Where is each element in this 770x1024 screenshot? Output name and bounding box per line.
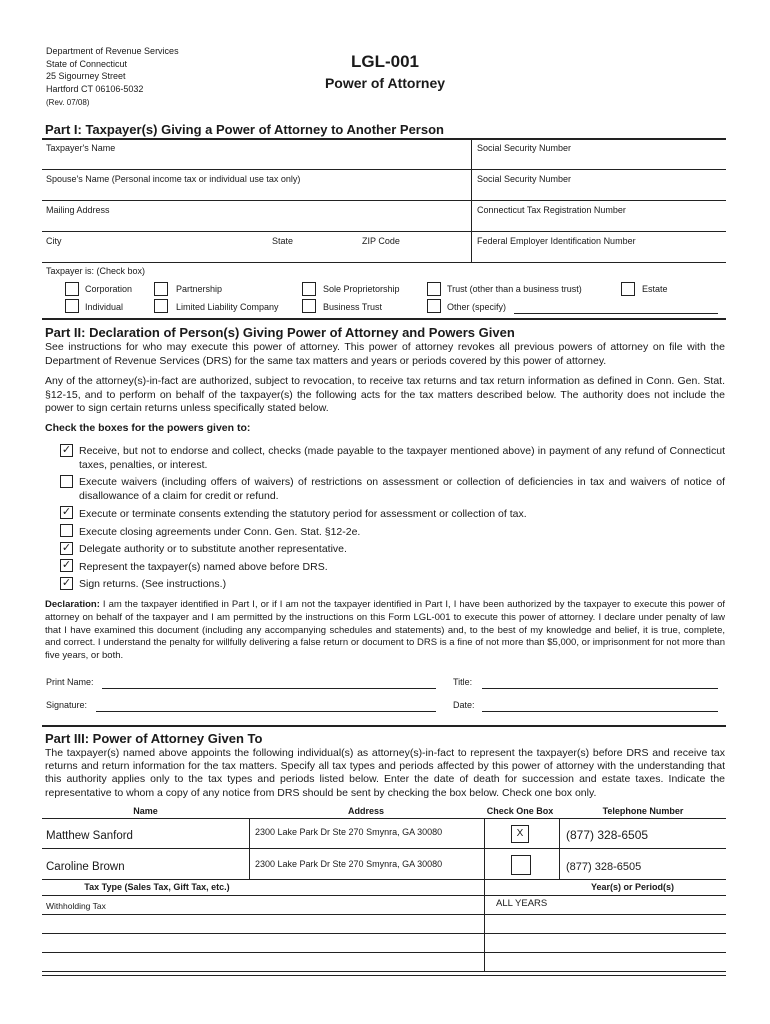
rep-2-name[interactable]: Caroline Brown	[46, 861, 125, 873]
col-phone-header: Telephone Number	[602, 806, 684, 816]
powers-heading: Check the boxes for the powers given to:	[45, 422, 251, 434]
other-label: Other (specify)	[447, 302, 507, 312]
power-sign-returns-label: Sign returns. (See instructions.)	[79, 578, 227, 590]
dept-city: Hartford CT 06106-5032	[46, 83, 144, 94]
city-field[interactable]: City	[46, 236, 62, 246]
divider	[559, 818, 560, 879]
individual-label: Individual	[85, 302, 124, 312]
divider	[42, 169, 726, 170]
part2-intro: See instructions for who may execute this power of attorney. This power of attorney revokes all previous powers of attorney on file with the Department of Revenue Services (DRS) for the same tax matters and years or periods covered by this power of attorney.	[45, 341, 725, 367]
taxpayer-is-label: Taxpayer is: (Check box)	[46, 266, 146, 276]
rep-1-phone[interactable]: (877) 328-6505	[566, 828, 649, 842]
dept-street: 25 Sigourney Street	[46, 71, 126, 81]
estate-label: Estate	[642, 284, 668, 294]
business-trust-checkbox[interactable]	[302, 299, 316, 313]
power-receive-checks-checkbox[interactable]	[60, 444, 73, 457]
other-specify-line[interactable]	[514, 313, 718, 314]
power-waivers-label: Execute waivers (including offers of waivers) of restrictions on assessment or collection of deficiencies in tax and waivers of notice of disallowance of a claim for credit or refund.	[79, 476, 725, 502]
rep-2-notice-checkbox[interactable]	[511, 855, 531, 875]
divider	[42, 318, 726, 320]
check-icon: ✓	[61, 559, 72, 571]
print-name-line[interactable]	[102, 688, 436, 689]
power-waivers-checkbox[interactable]	[60, 475, 73, 488]
divider	[42, 879, 726, 880]
part2-authority: Any of the attorney(s)-in-fact are authorized, subject to revocation, to receive tax returns and tax return information as defined in Conn. Gen. Stat. §12-15, and to perform on behalf of the taxpayer(s) the following acts for the tax matters described below. The authority does not include the power to sign certain returns unless specifically stated below.	[45, 375, 725, 414]
col-address-header: Address	[347, 806, 384, 816]
part3-title: Part III: Power of Attorney Given To	[45, 731, 263, 746]
title-label: Title:	[453, 677, 473, 687]
divider	[42, 933, 726, 934]
dept-state: State of Connecticut	[46, 58, 128, 69]
col-periods-header	[486, 882, 726, 892]
trust-label: Trust (other than a business trust)	[447, 284, 582, 294]
title-line[interactable]	[482, 688, 718, 689]
declaration-body: I am the taxpayer identified in Part I, or if I am not the taxpayer identified in Part I, I have been authorized by the taxpayer to execute this power of attorney on behalf of the taxpayer and I am permitted by the instructions on this Form LGL-001 to execute this power of attorney. I declare under penalty of law that I have examined this document (including any accompanying schedules and statements) and, to the best of my knowledge and belief, it is true, complete, and correct. I understand the penalty for willfully delivering a false return or document to DRS is a fine of not more than $5,000, or imprisonment for not more than five years, or both.	[45, 599, 725, 662]
divider	[42, 138, 726, 140]
rep-2-address[interactable]: 2300 Lake Park Dr Ste 270 Smynra, GA 30080	[255, 859, 443, 869]
spouse-name-field[interactable]: Spouse's Name (Personal income tax or individual use tax only)	[46, 174, 301, 184]
date-label: Date:	[453, 700, 475, 710]
rep-1-address[interactable]: 2300 Lake Park Dr Ste 270 Smynra, GA 30080	[255, 827, 443, 837]
rep-1-name[interactable]: Matthew Sanford	[46, 830, 133, 842]
divider	[42, 262, 726, 263]
signature-label: Signature:	[46, 700, 88, 710]
trust-checkbox[interactable]	[427, 282, 441, 296]
signature-line[interactable]	[96, 711, 436, 712]
divider	[42, 818, 726, 819]
divider	[42, 895, 726, 896]
col-name-header: Name	[133, 806, 158, 816]
divider	[249, 818, 250, 879]
mailing-address-field[interactable]: Mailing Address	[46, 205, 110, 215]
col-periods-label: Year(s) or Period(s)	[590, 882, 674, 892]
power-receive-checks-label: Receive, but not to endorse and collect, checks (made payable to the taxpayer mentioned above) in payment of any refund of Connecticut taxes, penalties, or interest.	[79, 445, 725, 471]
other-checkbox[interactable]	[427, 299, 441, 313]
dept-name: Department of Revenue Services	[46, 46, 179, 56]
part1-title: Part I: Taxpayer(s) Giving a Power of Attorney to Another Person	[45, 122, 444, 137]
power-delegate-checkbox[interactable]	[60, 542, 73, 555]
divider	[484, 879, 485, 971]
ct-tax-registration-field[interactable]: Connecticut Tax Registration Number	[477, 205, 626, 215]
power-sign-returns-checkbox[interactable]	[60, 577, 73, 590]
power-consents-checkbox[interactable]	[60, 506, 73, 519]
rep-1-notice-checkbox[interactable]: X	[511, 825, 529, 843]
dept-address-block	[46, 45, 179, 95]
estate-checkbox[interactable]	[621, 282, 635, 296]
part3-intro: The taxpayer(s) named above appoints the following individual(s) as attorney(s)-in-fact to represent the taxpayer(s) before DRS and receive tax returns and return information for the tax matters. Specify all tax types and periods affected by this power of attorney with the understanding that this authority applies only to the tax types and periods listed below. Enter the date of death for succession and estate taxes. Indicate the representative to whom a copy of any notice from DRS should be sent by checking the box below. Check one box only.	[45, 747, 725, 799]
divider	[42, 231, 726, 232]
revision-date: (Rev. 07/08)	[46, 98, 90, 107]
form-title: Power of Attorney	[324, 75, 446, 91]
power-represent-checkbox[interactable]	[60, 559, 73, 572]
zip-field[interactable]: ZIP Code	[362, 236, 400, 246]
divider	[42, 200, 726, 201]
divider	[42, 914, 726, 915]
state-field[interactable]: State	[272, 236, 294, 246]
individual-checkbox[interactable]	[65, 299, 79, 313]
divider	[42, 952, 726, 953]
llc-checkbox[interactable]	[154, 299, 168, 313]
divider	[42, 971, 726, 972]
rep-2-phone[interactable]: (877) 328-6505	[566, 861, 642, 873]
period-1[interactable]: ALL YEARS	[496, 898, 548, 909]
power-delegate-label: Delegate authority or to substitute another representative.	[79, 543, 347, 555]
corporation-checkbox[interactable]	[65, 282, 79, 296]
spouse-ssn-field[interactable]: Social Security Number	[477, 174, 572, 184]
power-closing-agreements-checkbox[interactable]	[60, 524, 73, 537]
divider	[42, 975, 726, 976]
power-closing-agreements-label: Execute closing agreements under Conn. Gen. Stat. §12-2e.	[79, 526, 361, 538]
fein-field[interactable]: Federal Employer Identification Number	[477, 236, 636, 246]
check-icon: ✓	[61, 542, 72, 554]
print-name-label: Print Name:	[46, 677, 94, 687]
corporation-label: Corporation	[85, 284, 133, 294]
partnership-checkbox[interactable]	[154, 282, 168, 296]
sole-proprietorship-checkbox[interactable]	[302, 282, 316, 296]
declaration-text	[45, 599, 725, 663]
sole-proprietorship-label: Sole Proprietorship	[323, 284, 400, 294]
divider	[42, 848, 726, 849]
col-tax-type-header: Tax Type (Sales Tax, Gift Tax, etc.)	[84, 882, 230, 892]
check-icon: ✓	[61, 577, 72, 589]
power-consents-label: Execute or terminate consents extending the statutory period for assessment or collection of tax.	[79, 508, 527, 520]
taxpayer-name-field[interactable]: Taxpayer's Name	[46, 143, 116, 153]
divider	[471, 138, 472, 262]
form-number: LGL-001	[350, 52, 420, 71]
check-icon: ✓	[61, 444, 72, 456]
check-icon: ✓	[61, 506, 72, 518]
divider	[484, 818, 485, 879]
declaration-label: Declaration:	[45, 599, 100, 610]
business-trust-label: Business Trust	[323, 302, 383, 312]
ssn-field[interactable]: Social Security Number	[477, 143, 572, 153]
divider	[42, 725, 726, 727]
date-line[interactable]	[482, 711, 718, 712]
power-represent-label: Represent the taxpayer(s) named above before DRS.	[79, 561, 328, 573]
tax-type-1[interactable]: Withholding Tax	[46, 901, 106, 911]
part2-title: Part II: Declaration of Person(s) Giving Power of Attorney and Powers Given	[45, 325, 515, 340]
partnership-label: Partnership	[176, 284, 223, 294]
col-check-header: Check One Box	[486, 806, 554, 816]
llc-label: Limited Liability Company	[176, 302, 279, 312]
